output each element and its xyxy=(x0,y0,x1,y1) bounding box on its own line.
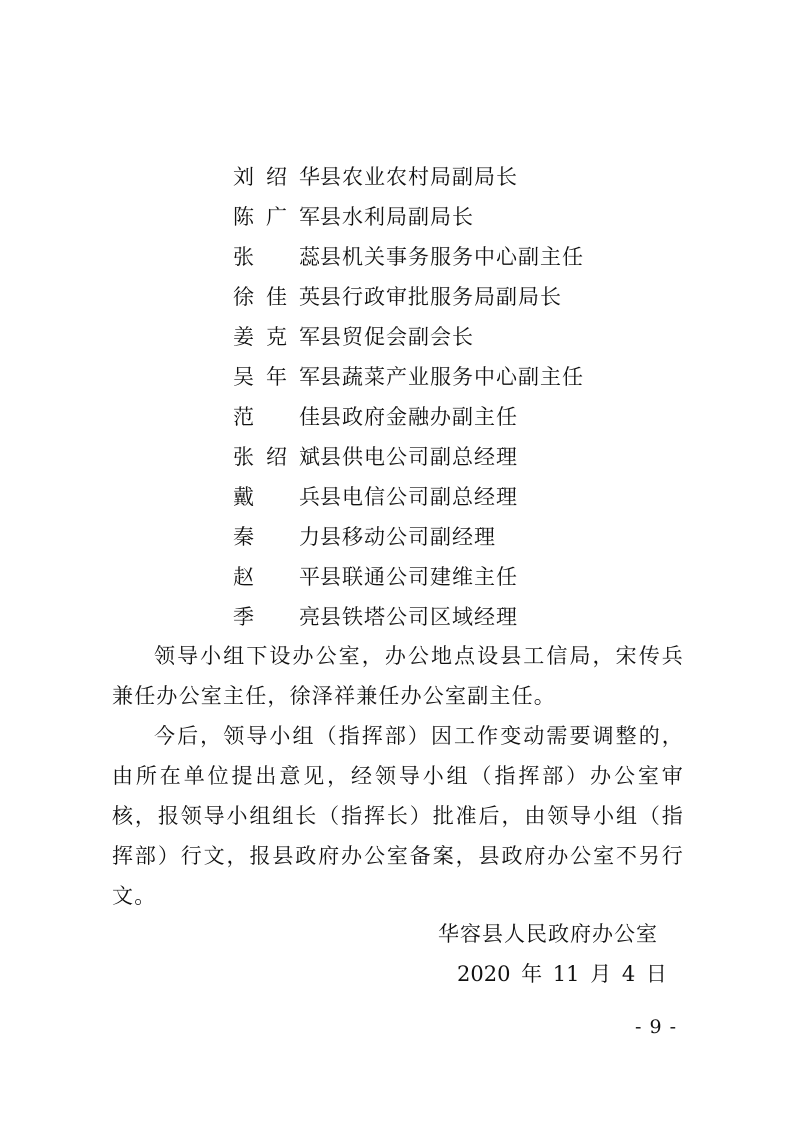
member-name: 范佳 xyxy=(233,405,320,429)
member-role: 县行政审批服务局副局长 xyxy=(320,285,562,309)
member-role: 县蔬菜产业服务中心副主任 xyxy=(320,365,584,389)
member-role: 县铁塔公司区域经理 xyxy=(320,605,518,629)
member-name: 刘绍华 xyxy=(233,165,320,189)
member-name: 吴年军 xyxy=(233,365,320,389)
member-role: 县政府金融办副主任 xyxy=(320,405,518,429)
page-number: - 9 - xyxy=(635,1016,678,1038)
member-row xyxy=(233,157,584,197)
member-name: 张蕊 xyxy=(233,245,320,269)
member-name: 姜克军 xyxy=(233,325,320,349)
member-name: 秦力 xyxy=(233,525,320,549)
signature-date: 2020 年 11 月 4 日 xyxy=(457,962,667,986)
member-role: 县机关事务服务中心副主任 xyxy=(320,245,584,269)
member-role: 县移动公司副经理 xyxy=(320,525,496,549)
member-row xyxy=(233,317,584,357)
member-row xyxy=(233,437,584,477)
member-name: 季亮 xyxy=(233,605,320,629)
member-row xyxy=(233,237,584,277)
member-name: 戴兵 xyxy=(233,485,320,509)
member-name: 赵平 xyxy=(233,565,320,589)
member-role: 县农业农村局副局长 xyxy=(320,165,518,189)
member-name: 张绍斌 xyxy=(233,445,320,469)
member-list xyxy=(233,157,584,637)
member-row xyxy=(233,357,584,397)
member-role: 县水利局副局长 xyxy=(320,205,474,229)
office-paragraph: 领导小组下设办公室，办公地点设县工信局，宋传兵兼任办公室主任，徐泽祥兼任办公室副主任。 xyxy=(112,644,684,708)
member-row xyxy=(233,397,584,437)
member-row xyxy=(233,517,584,557)
signature-organization: 华容县人民政府办公室 xyxy=(438,922,658,946)
member-name: 徐佳英 xyxy=(233,285,320,309)
member-role: 县电信公司副总经理 xyxy=(320,485,518,509)
member-role: 县贸促会副会长 xyxy=(320,325,474,349)
member-row xyxy=(233,477,584,517)
member-role: 县联通公司建维主任 xyxy=(320,565,518,589)
adjustment-paragraph: 今后，领导小组（指挥部）因工作变动需要调整的，由所在单位提出意见，经领导小组（指挥部）办公室审核，报领导小组组长（指挥长）批准后，由领导小组（指挥部）行文，报县政府办公室备案，县政府办公室不另行文。 xyxy=(112,724,684,908)
member-row xyxy=(233,277,584,317)
member-row xyxy=(233,197,584,237)
member-row xyxy=(233,597,584,637)
member-role: 县供电公司副总经理 xyxy=(320,445,518,469)
member-name: 陈广军 xyxy=(233,205,320,229)
member-row xyxy=(233,557,584,597)
